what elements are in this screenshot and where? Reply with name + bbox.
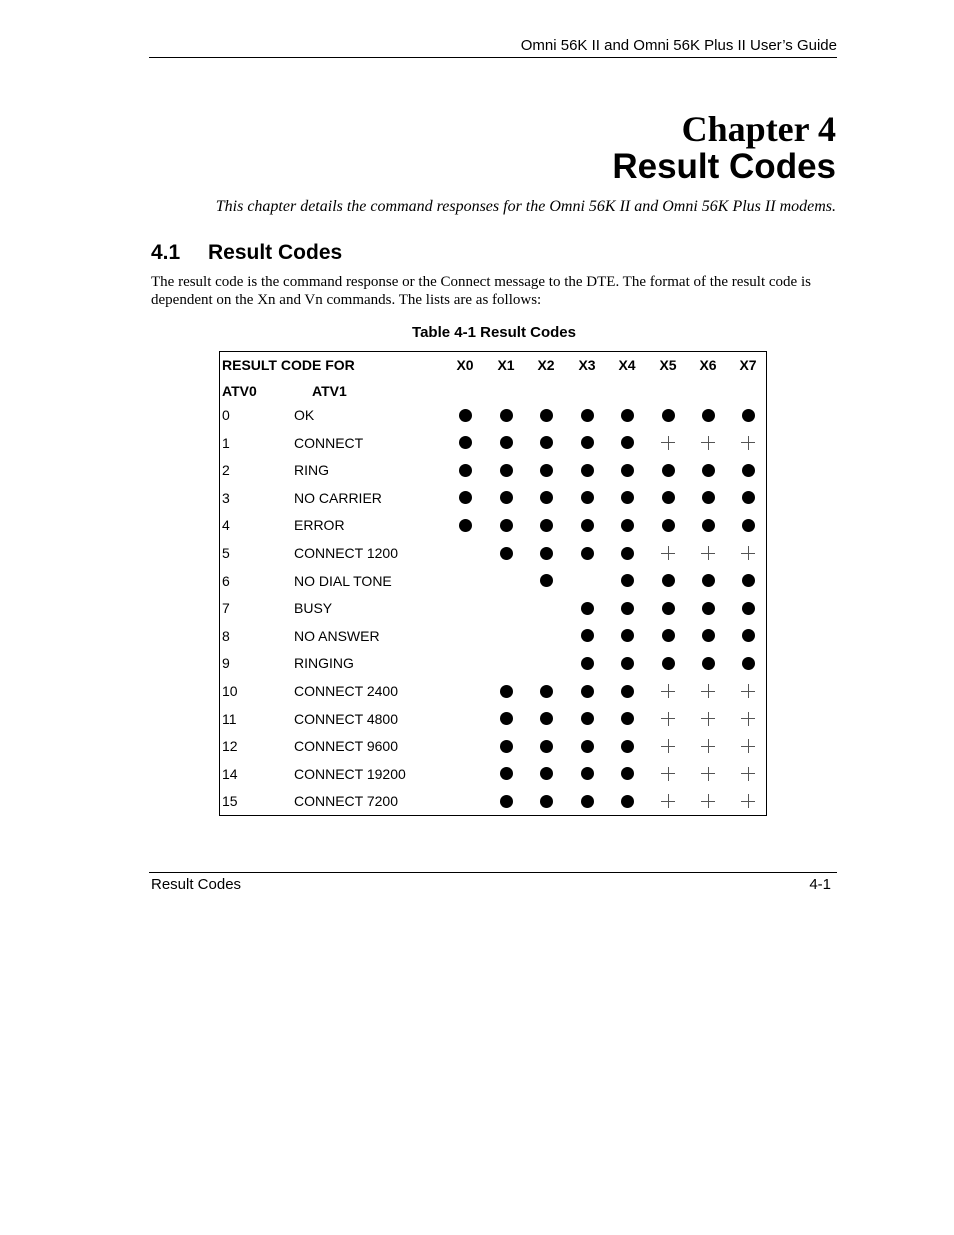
plus-icon — [660, 766, 676, 782]
supported-dot-icon — [538, 738, 554, 754]
supported-dot-icon — [660, 490, 676, 506]
plus-icon — [740, 711, 756, 727]
table-row — [220, 710, 766, 738]
column-header-x1: X1 — [497, 357, 515, 373]
supported-dot-icon — [740, 628, 756, 644]
supported-dot-icon — [498, 793, 514, 809]
atv0-label: ATV0 — [222, 383, 257, 399]
result-code-for-label: RESULT CODE FOR — [222, 357, 355, 373]
supported-dot-icon — [619, 462, 635, 478]
column-header-x0: X0 — [456, 357, 474, 373]
column-header-x2: X2 — [537, 357, 555, 373]
supported-dot-icon — [579, 655, 595, 671]
table-row — [220, 682, 766, 710]
table-caption: Table 4-1 Result Codes — [412, 324, 576, 341]
supported-dot-icon — [538, 793, 554, 809]
supported-dot-icon — [579, 435, 595, 451]
result-code-number: 3 — [222, 489, 230, 506]
supported-dot-icon — [619, 517, 635, 533]
supported-dot-icon — [619, 407, 635, 423]
section-number: 4.1 — [151, 241, 181, 264]
supported-dot-icon — [619, 683, 635, 699]
supported-dot-icon — [498, 738, 514, 754]
supported-dot-icon — [700, 462, 716, 478]
supported-dot-icon — [457, 462, 473, 478]
result-code-name: CONNECT 9600 — [294, 738, 399, 755]
plus-icon — [700, 738, 716, 754]
section-paragraph: The result code is the command response or the Connect message to the DTE. The format of the result code is dependent on the Xn and Vn commands. The lists are as follows: — [151, 274, 811, 308]
supported-dot-icon — [498, 435, 514, 451]
supported-dot-icon — [700, 573, 716, 589]
supported-dot-icon — [579, 766, 595, 782]
column-header-x3: X3 — [578, 357, 596, 373]
supported-dot-icon — [660, 573, 676, 589]
supported-dot-icon — [579, 517, 595, 533]
chapter-intro: This chapter details the command responses for the Omni 56K II and Omni 56K Plus II modems. — [215, 198, 836, 215]
result-code-number: 4 — [222, 517, 230, 534]
table-row — [220, 792, 766, 820]
plus-icon — [700, 545, 716, 561]
supported-dot-icon — [619, 600, 635, 616]
plus-icon — [740, 766, 756, 782]
supported-dot-icon — [700, 655, 716, 671]
result-code-name: NO DIAL TONE — [294, 572, 392, 589]
supported-dot-icon — [619, 738, 635, 754]
supported-dot-icon — [660, 655, 676, 671]
table-row — [220, 489, 766, 517]
result-code-name: RING — [294, 462, 329, 479]
supported-dot-icon — [700, 517, 716, 533]
column-header-x5: X5 — [659, 357, 677, 373]
result-code-name: RINGING — [294, 655, 354, 672]
result-code-name: CONNECT — [294, 434, 364, 451]
table-row — [220, 461, 766, 489]
plus-icon — [700, 766, 716, 782]
result-codes-table — [219, 351, 767, 816]
plus-icon — [700, 711, 716, 727]
chapter-title: Result Codes — [612, 147, 836, 186]
supported-dot-icon — [700, 600, 716, 616]
supported-dot-icon — [579, 628, 595, 644]
supported-dot-icon — [538, 545, 554, 561]
table-row — [220, 544, 766, 572]
atv1-label: ATV1 — [312, 383, 347, 399]
plus-icon — [660, 435, 676, 451]
supported-dot-icon — [498, 517, 514, 533]
supported-dot-icon — [498, 462, 514, 478]
supported-dot-icon — [457, 407, 473, 423]
supported-dot-icon — [579, 490, 595, 506]
footer-section-name: Result Codes — [151, 876, 242, 893]
supported-dot-icon — [498, 683, 514, 699]
result-code-name: NO ANSWER — [294, 627, 380, 644]
supported-dot-icon — [619, 435, 635, 451]
running-header: Omni 56K II and Omni 56K Plus II User’s Guide — [520, 37, 837, 54]
plus-icon — [740, 793, 756, 809]
supported-dot-icon — [740, 407, 756, 423]
table-row — [220, 406, 766, 434]
column-header-x4: X4 — [618, 357, 636, 373]
result-code-name: BUSY — [294, 600, 333, 617]
chapter-number: Chapter 4 — [681, 109, 836, 149]
supported-dot-icon — [619, 490, 635, 506]
plus-icon — [740, 738, 756, 754]
result-code-name: CONNECT 19200 — [294, 765, 406, 782]
plus-icon — [700, 683, 716, 699]
table-row — [220, 516, 766, 544]
table-row — [220, 599, 766, 627]
plus-icon — [740, 683, 756, 699]
supported-dot-icon — [660, 628, 676, 644]
supported-dot-icon — [740, 655, 756, 671]
supported-dot-icon — [538, 573, 554, 589]
supported-dot-icon — [538, 462, 554, 478]
result-code-number: 1 — [222, 434, 230, 451]
result-code-number: 14 — [222, 765, 238, 782]
supported-dot-icon — [538, 490, 554, 506]
result-code-name: OK — [294, 407, 315, 423]
supported-dot-icon — [579, 462, 595, 478]
supported-dot-icon — [619, 793, 635, 809]
supported-dot-icon — [740, 573, 756, 589]
result-code-name: CONNECT 4800 — [294, 710, 399, 727]
supported-dot-icon — [579, 711, 595, 727]
supported-dot-icon — [619, 573, 635, 589]
supported-dot-icon — [660, 407, 676, 423]
supported-dot-icon — [498, 545, 514, 561]
plus-icon — [700, 435, 716, 451]
supported-dot-icon — [457, 517, 473, 533]
supported-dot-icon — [619, 628, 635, 644]
supported-dot-icon — [740, 600, 756, 616]
section-heading — [151, 239, 342, 267]
plus-icon — [740, 435, 756, 451]
supported-dot-icon — [619, 545, 635, 561]
table-row — [220, 765, 766, 793]
supported-dot-icon — [538, 683, 554, 699]
table-row — [220, 654, 766, 682]
result-code-number: 11 — [222, 710, 237, 727]
supported-dot-icon — [538, 517, 554, 533]
supported-dot-icon — [579, 600, 595, 616]
result-code-number: 0 — [222, 407, 230, 423]
supported-dot-icon — [579, 407, 595, 423]
supported-dot-icon — [538, 435, 554, 451]
result-code-name: CONNECT 1200 — [294, 545, 399, 561]
supported-dot-icon — [740, 490, 756, 506]
table-row — [220, 737, 766, 765]
header-rule — [149, 57, 837, 58]
result-code-number: 15 — [222, 793, 238, 810]
supported-dot-icon — [619, 711, 635, 727]
result-code-number: 10 — [222, 683, 238, 699]
section-title: Result Codes — [208, 241, 343, 264]
plus-icon — [660, 793, 676, 809]
column-header-x7: X7 — [739, 357, 757, 373]
supported-dot-icon — [660, 600, 676, 616]
supported-dot-icon — [498, 490, 514, 506]
result-code-number: 2 — [222, 462, 230, 479]
supported-dot-icon — [538, 766, 554, 782]
supported-dot-icon — [538, 407, 554, 423]
supported-dot-icon — [457, 490, 473, 506]
result-code-number: 7 — [222, 600, 230, 617]
plus-icon — [660, 738, 676, 754]
supported-dot-icon — [740, 462, 756, 478]
result-code-number: 12 — [222, 738, 238, 755]
supported-dot-icon — [579, 793, 595, 809]
supported-dot-icon — [579, 738, 595, 754]
result-code-name: NO CARRIER — [294, 489, 382, 506]
supported-dot-icon — [498, 766, 514, 782]
result-code-number: 6 — [222, 572, 230, 589]
result-code-number: 9 — [222, 655, 230, 672]
result-code-name: CONNECT 7200 — [294, 793, 399, 810]
supported-dot-icon — [619, 766, 635, 782]
supported-dot-icon — [498, 407, 514, 423]
plus-icon — [660, 711, 676, 727]
result-code-name: ERROR — [294, 517, 345, 534]
column-header-x6: X6 — [699, 357, 717, 373]
footer-page-number: 4-1 — [809, 876, 831, 893]
footer-rule — [149, 872, 837, 873]
supported-dot-icon — [457, 435, 473, 451]
supported-dot-icon — [660, 517, 676, 533]
supported-dot-icon — [579, 545, 595, 561]
supported-dot-icon — [660, 462, 676, 478]
supported-dot-icon — [579, 683, 595, 699]
supported-dot-icon — [619, 655, 635, 671]
supported-dot-icon — [740, 517, 756, 533]
plus-icon — [700, 793, 716, 809]
table-row — [220, 572, 766, 600]
result-code-number: 8 — [222, 627, 230, 644]
supported-dot-icon — [538, 711, 554, 727]
plus-icon — [740, 545, 756, 561]
supported-dot-icon — [700, 628, 716, 644]
supported-dot-icon — [498, 711, 514, 727]
plus-icon — [660, 683, 676, 699]
supported-dot-icon — [700, 490, 716, 506]
result-code-number: 5 — [222, 545, 230, 561]
supported-dot-icon — [700, 407, 716, 423]
table-row — [220, 627, 766, 655]
plus-icon — [660, 545, 676, 561]
result-code-name: CONNECT 2400 — [294, 683, 399, 699]
table-row — [220, 434, 766, 462]
